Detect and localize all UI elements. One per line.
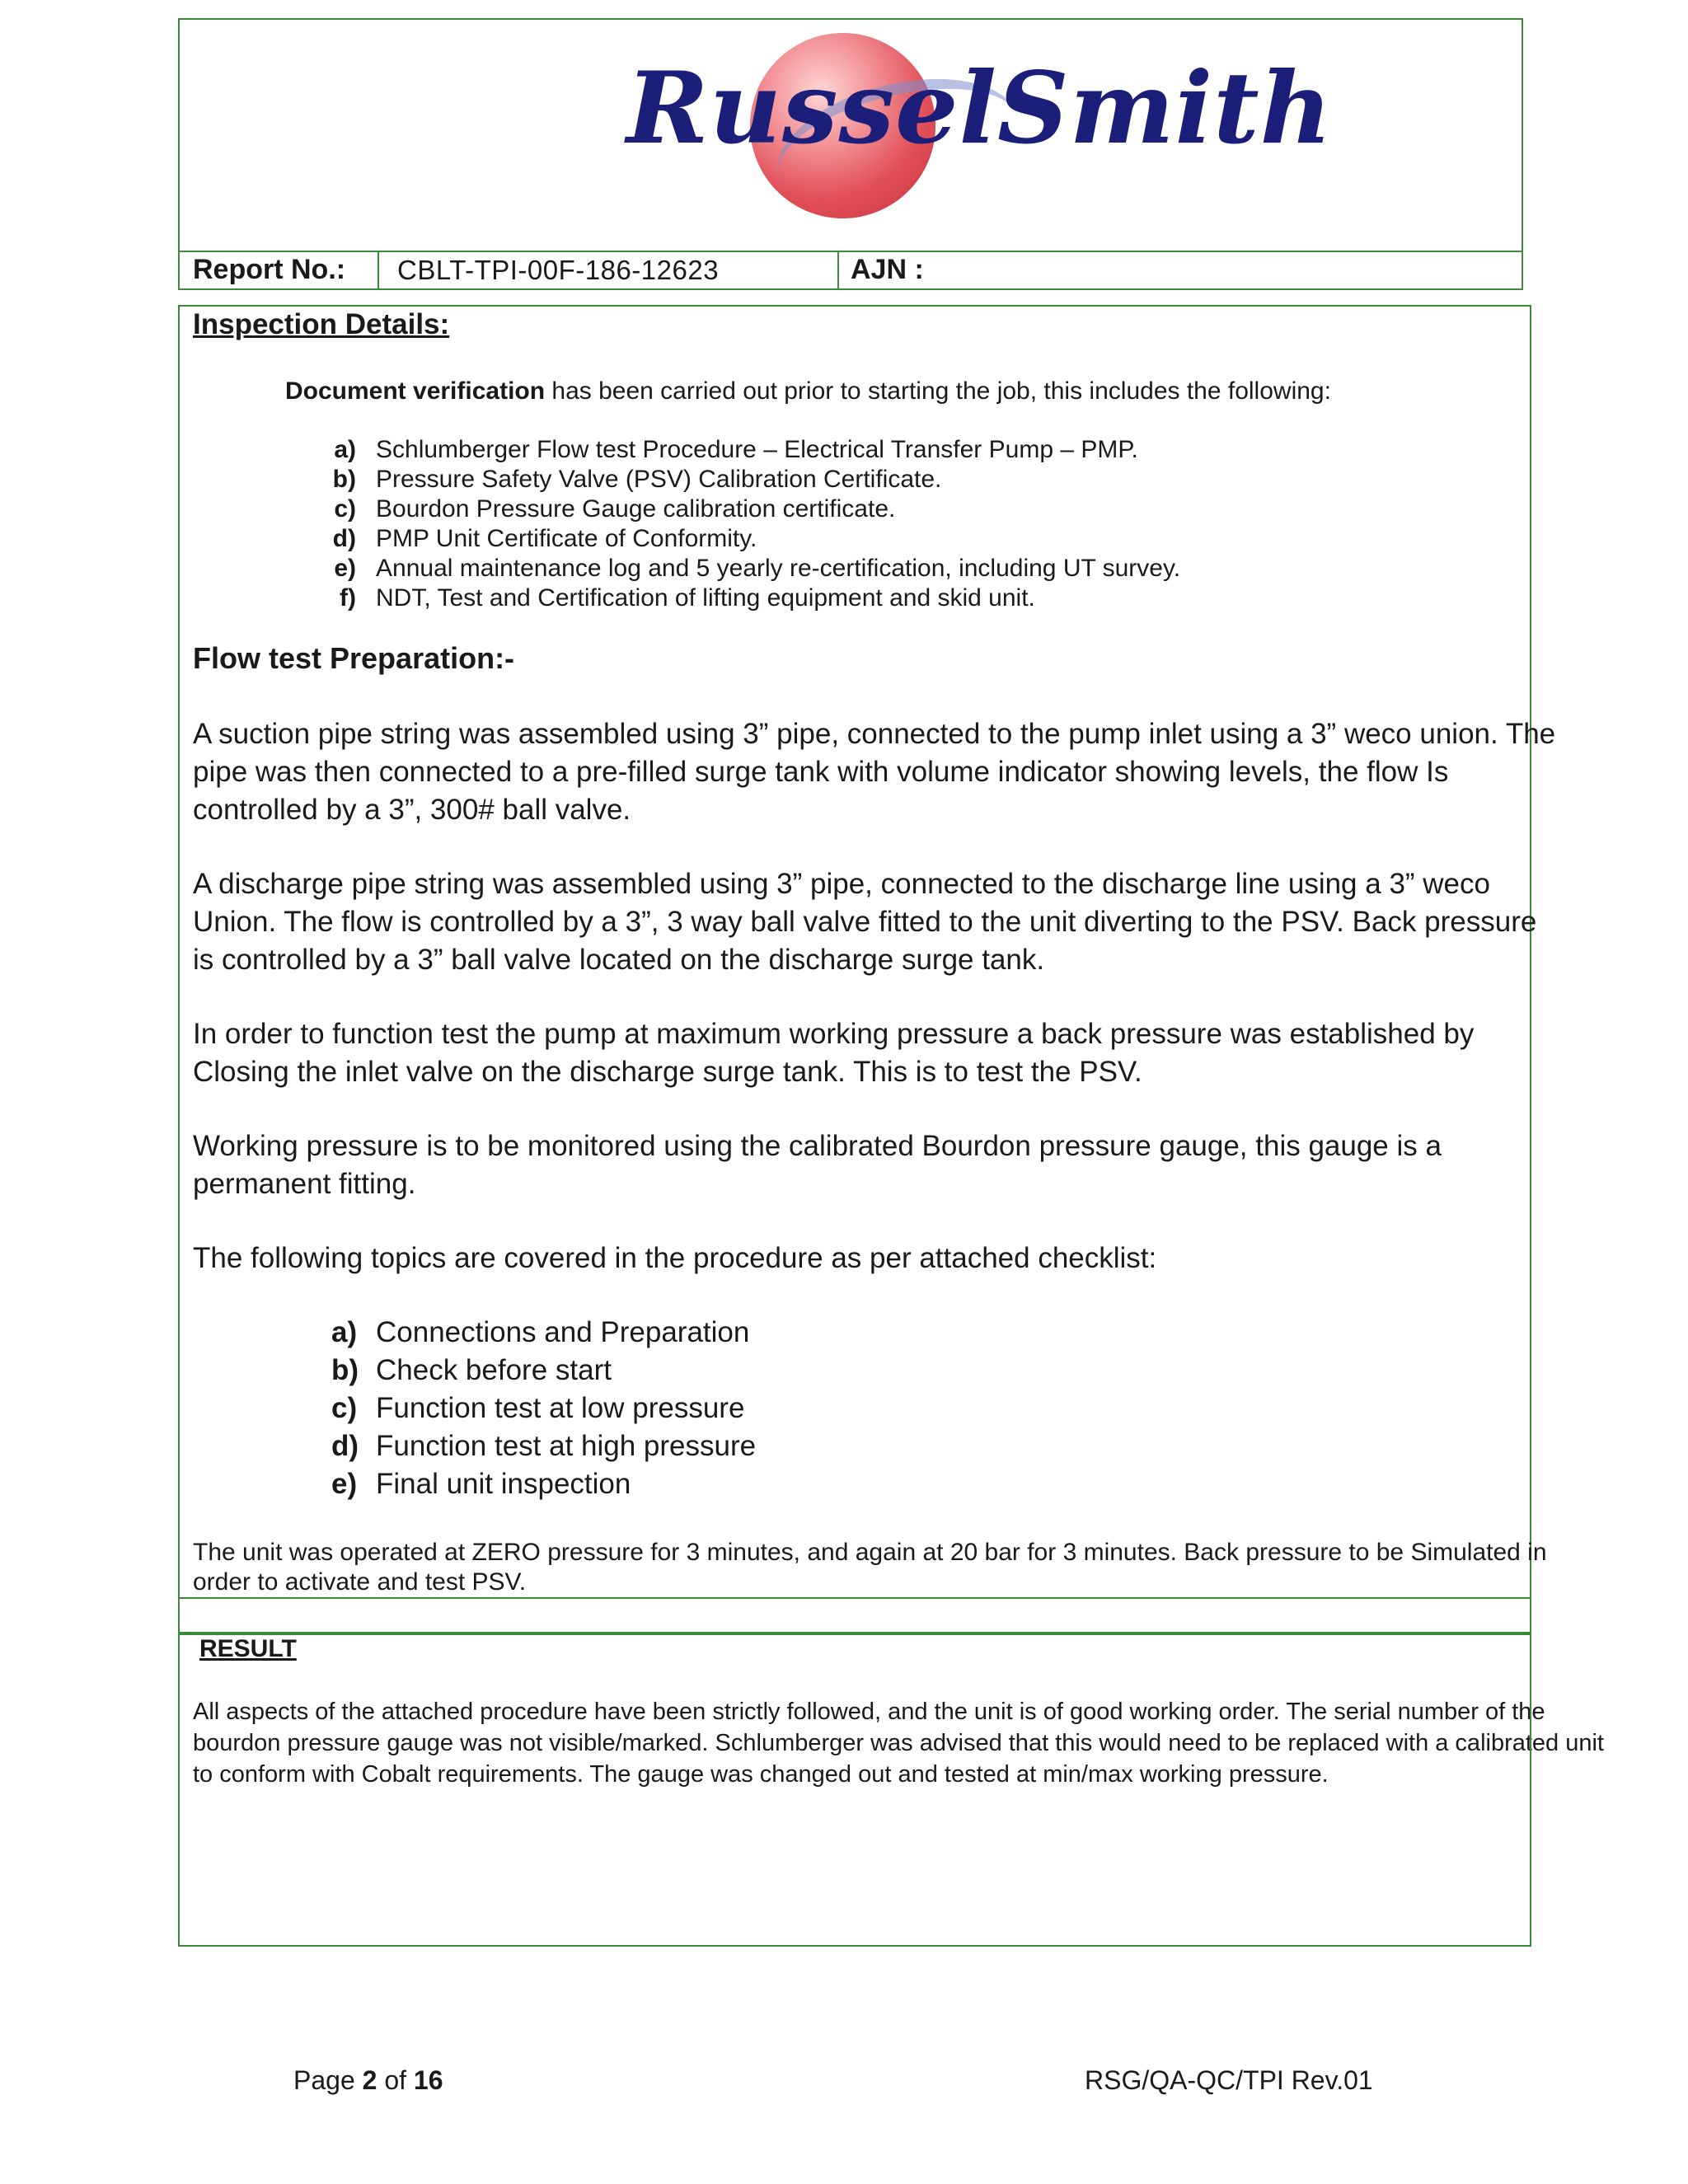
header-cell-divider-1 (377, 251, 379, 290)
header-divider (178, 251, 1523, 252)
report-no-value: CBLT-TPI-00F-186-12623 (397, 255, 720, 285)
header-cell-divider-2 (837, 251, 839, 290)
list-item: a) Schlumberger Flow test Procedure – Electrical Transfer Pump – PMP. (334, 436, 1138, 463)
list-item: b) Pressure Safety Valve (PSV) Calibration Certificate. (332, 466, 942, 493)
result-body: All aspects of the attached procedure have been strictly followed, and the unit is of good working order. The serial number of the bourdon pressure gauge was not visible/marked. Schlumberger was advised that this would need to be replaced with a calibrated unit to conform with Cobalt requirements. The gauge was changed out and tested at min/max working pressure. (193, 1699, 1604, 1788)
result-heading: RESULT (199, 1635, 297, 1662)
page-indicator: Page 2 of 16 (293, 2065, 443, 2095)
list-item: e) Annual maintenance log and 5 yearly re-certification, including UT survey. (334, 555, 1181, 582)
documents-list (313, 435, 1180, 613)
intro-bold: Document verification (285, 377, 546, 405)
company-logo (610, 26, 1333, 224)
list-item: d) PMP Unit Certificate of Conformity. (332, 525, 757, 552)
inspection-details-heading: Inspection Details: (193, 308, 450, 340)
operation-note: The unit was operated at ZERO pressure for 3 minutes, and again at 20 bar for 3 minutes. Back pressure to be Simulated in order to activate and test PSV. (193, 1539, 1547, 1596)
paragraph-discharge: A discharge pipe string was assembled using 3” pipe, connected to the discharge line using a 3” weco Union. The flow is controlled by a 3”, 3 way ball valve fitted to the unit diverting to the PSV. Back pressure is controlled by a 3” ball valve located on the discharge surge tank. (193, 868, 1537, 976)
intro-rest: has been carried out prior to starting the job, this includes the following: (545, 377, 1331, 405)
list-item: c) Bourdon Pressure Gauge calibration certificate. (334, 495, 896, 523)
paragraph-topics-intro: The following topics are covered in the procedure as per attached checklist: (193, 1242, 1157, 1274)
paragraph-back-pressure: In order to function test the pump at maximum working pressure a back pressure was established by Closing the inlet valve on the discharge surge tank. This is to test the PSV. (193, 1018, 1475, 1088)
document-verification-intro (285, 377, 1331, 405)
ajn-label: AJN : (851, 254, 924, 285)
result-divider-top (178, 1597, 1531, 1599)
list-item: d) Function test at high pressure (331, 1430, 757, 1462)
paragraph-working-pressure: Working pressure is to be monitored using the calibrated Bourdon pressure gauge, this gauge is a permanent fitting. (193, 1130, 1442, 1200)
document-reference: RSG/QA-QC/TPI Rev.01 (1085, 2065, 1373, 2095)
list-item: b) Check before start (331, 1354, 612, 1386)
list-item: c) Function test at low pressure (331, 1392, 745, 1424)
flow-test-preparation-heading: Flow test Preparation:- (193, 641, 515, 675)
list-item: e) Final unit inspection (331, 1468, 631, 1500)
paragraph-suction: A suction pipe string was assembled using 3” pipe, connected to the pump inlet using a 3” weco union. The pipe was then connected to a pre-filled surge tank with volume indicator showing levels, the flow Is controlled by a 3”, 300# ball valve. (193, 718, 1556, 826)
result-box (178, 1632, 1531, 1947)
list-item: a) Connections and Preparation (331, 1316, 750, 1348)
logo-text: RusselSmith (626, 50, 1333, 166)
report-no-label: Report No.: (193, 254, 346, 285)
topics-list (331, 1314, 756, 1503)
list-item: f) NDT, Test and Certification of lifting equipment and skid unit. (340, 584, 1035, 612)
